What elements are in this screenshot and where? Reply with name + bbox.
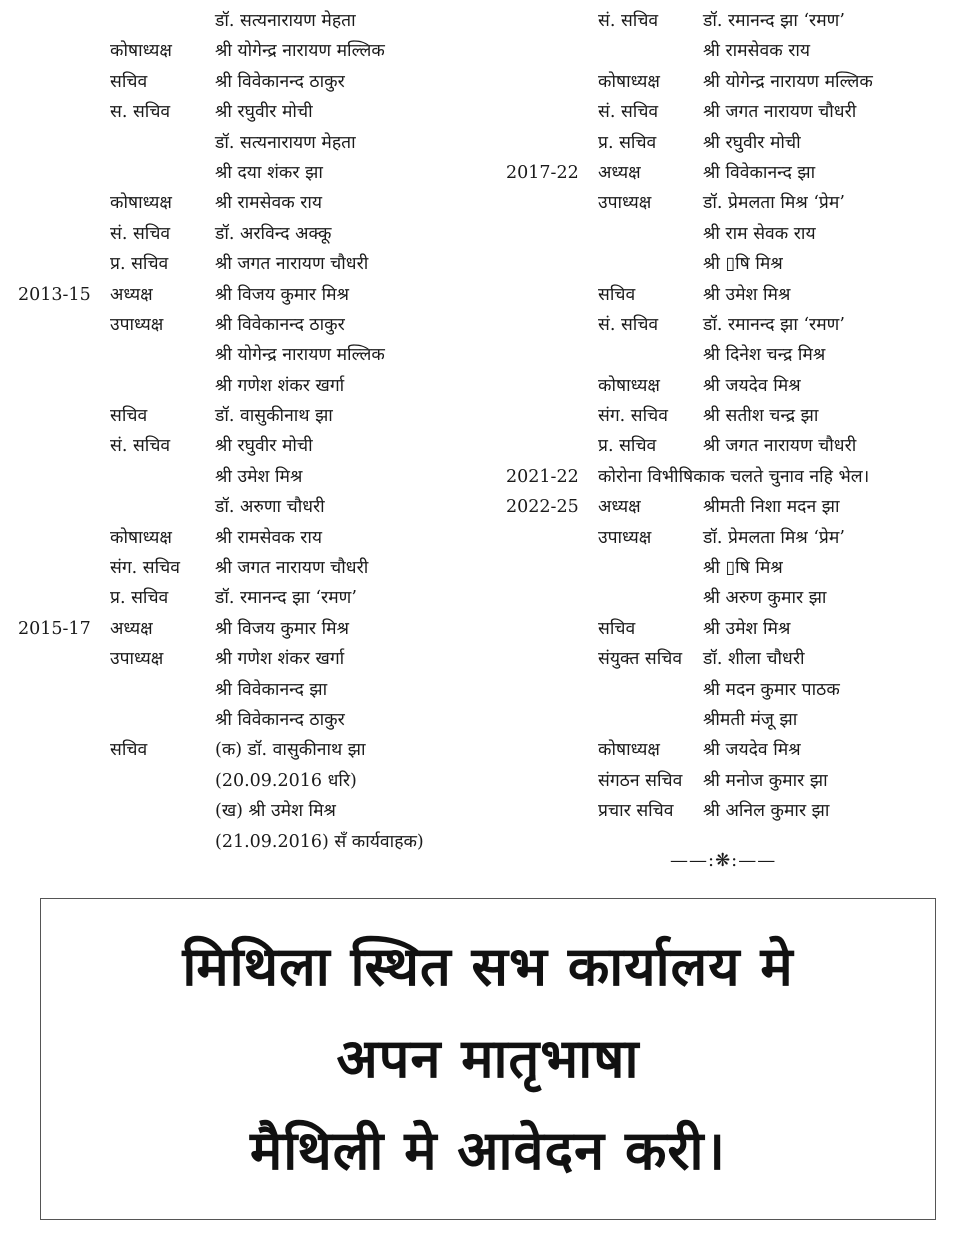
banner-line-3: मैथिली मे आवेदन करी। — [250, 1119, 726, 1182]
office-bearer-row — [14, 705, 484, 735]
role-label: प्र. सचिव — [110, 254, 169, 275]
member-name: श्री विवेकानन्द ठाकुर — [215, 314, 345, 335]
member-name: डॉ. सत्यनारायण मेहता — [215, 11, 356, 31]
member-name: श्री ▯षि मिश्र — [703, 558, 783, 579]
office-bearer-row — [14, 492, 484, 522]
role-label: प्र. सचिव — [598, 132, 657, 153]
office-bearer-row — [502, 644, 972, 674]
term-year: 2013-15 — [18, 284, 91, 305]
member-name: श्री विजय कुमार मिश्र — [215, 618, 349, 639]
office-bearer-row — [502, 340, 972, 370]
role-label: प्र. सचिव — [598, 436, 657, 457]
member-name: श्री जगत नारायण चौधरी — [703, 102, 857, 123]
role-label: सं. सचिव — [598, 314, 659, 335]
office-bearer-row — [502, 735, 972, 765]
role-label: अध्यक्ष — [598, 497, 641, 518]
role-label: सचिव — [598, 284, 636, 305]
office-bearer-row — [502, 67, 972, 97]
member-name: श्री राम सेवक राय — [703, 223, 816, 244]
office-bearer-row — [502, 583, 972, 613]
role-label: अध्यक्ष — [110, 618, 153, 639]
term-year: 2021-22 — [506, 466, 579, 487]
member-name: श्री रामसेवक राय — [215, 193, 323, 214]
member-name: डॉ. सत्यनारायण मेहता — [215, 132, 356, 153]
role-label: सं. सचिव — [598, 102, 659, 123]
member-name: (क) डॉ. वासुकीनाथ झा — [215, 740, 366, 761]
member-name: श्री विजय कुमार मिश्र — [215, 284, 349, 305]
member-name: श्री योगेन्द्र नारायण मल्लिक — [703, 71, 873, 92]
member-name: श्री जगत नारायण चौधरी — [215, 558, 369, 579]
office-bearer-row — [14, 766, 484, 796]
member-name: श्री विवेकानन्द ठाकुर — [215, 709, 345, 730]
role-label: संयुक्त सचिव — [598, 649, 683, 670]
member-name: श्री गणेश शंकर खर्गा — [215, 375, 345, 396]
office-bearer-row — [14, 310, 484, 340]
member-name: श्री विवेकानन्द झा — [703, 162, 816, 183]
member-name: श्री विवेकानन्द ठाकुर — [215, 71, 345, 92]
role-label: उपाध्यक्ष — [598, 193, 652, 214]
member-name: श्री मनोज कुमार झा — [703, 770, 828, 791]
office-bearer-row — [14, 67, 484, 97]
member-name: श्री उमेश मिश्र — [215, 466, 303, 487]
office-bearer-row — [14, 36, 484, 66]
office-bearer-row — [14, 219, 484, 249]
office-bearer-row — [14, 644, 484, 674]
member-name: (ख) श्री उमेश मिश्र — [215, 801, 336, 822]
office-bearer-row — [14, 188, 484, 218]
office-bearer-row — [502, 675, 972, 705]
member-name: श्री रामसेवक राय — [215, 527, 323, 548]
office-bearer-row — [502, 6, 972, 36]
member-name: श्री योगेन्द्र नारायण मल्लिक — [215, 345, 385, 366]
role-label: अध्यक्ष — [110, 284, 153, 305]
role-label: उपाध्यक्ष — [110, 649, 164, 670]
role-label: सं. सचिव — [110, 436, 171, 457]
appeal-banner — [40, 898, 936, 1220]
office-bearer-row — [14, 128, 484, 158]
office-bearer-row — [502, 280, 972, 310]
role-label: प्र. सचिव — [110, 588, 169, 609]
office-bearer-row — [502, 766, 972, 796]
office-bearer-row — [14, 523, 484, 553]
member-name: डॉ. प्रेमलता मिश्र ‘प्रेम’ — [703, 193, 845, 214]
role-label: स. सचिव — [110, 102, 171, 123]
role-label: संग. सचिव — [110, 558, 181, 579]
office-bearer-row — [14, 158, 484, 188]
role-label: सचिव — [110, 406, 148, 427]
office-bearer-row — [502, 462, 972, 492]
member-name: श्री सतीश चन्द्र झा — [703, 406, 819, 427]
member-name: श्री अरुण कुमार झा — [703, 588, 827, 609]
office-bearer-row — [502, 614, 972, 644]
role-label: उपाध्यक्ष — [598, 527, 652, 548]
member-name: श्री जगत नारायण चौधरी — [215, 254, 369, 275]
member-name: श्री उमेश मिश्र — [703, 284, 791, 305]
office-bearer-row — [502, 249, 972, 279]
left-column — [14, 6, 484, 857]
office-bearer-row — [14, 280, 484, 310]
office-bearer-row — [14, 97, 484, 127]
member-name: श्री उमेश मिश्र — [703, 618, 791, 639]
member-name: श्री रघुवीर मोची — [215, 102, 313, 123]
member-name: श्रीमती निशा मदन झा — [703, 497, 840, 518]
office-bearer-row — [14, 735, 484, 765]
member-name: डॉ. रमानन्द झा ‘रमण’ — [703, 314, 845, 335]
term-note: कोरोना विभीषिकाक चलते चुनाव नहि भेल। — [598, 466, 870, 487]
role-label: कोषाध्यक्ष — [110, 41, 172, 62]
term-year: 2015-17 — [18, 618, 91, 639]
member-name: डॉ. रमानन्द झा ‘रमण’ — [703, 11, 845, 31]
office-bearer-row — [502, 36, 972, 66]
section-divider: ——:❋:—— — [670, 850, 777, 871]
member-name: श्री रघुवीर मोची — [703, 132, 801, 153]
member-name: श्री गणेश शंकर खर्गा — [215, 649, 345, 670]
office-bearer-row — [14, 371, 484, 401]
member-name: श्री जयदेव मिश्र — [703, 740, 801, 761]
role-label: संगठन सचिव — [598, 770, 683, 791]
office-bearer-row — [502, 97, 972, 127]
office-bearer-row — [14, 827, 484, 857]
office-bearer-row — [502, 371, 972, 401]
banner-line-1: मिथिला स्थित सभ कार्यालय मे — [182, 935, 794, 998]
member-name: श्री रामसेवक राय — [703, 41, 811, 62]
member-name: डॉ. प्रेमलता मिश्र ‘प्रेम’ — [703, 527, 845, 548]
member-name: श्री अनिल कुमार झा — [703, 801, 830, 822]
member-name: (21.09.2016) सँ कार्यवाहक) — [215, 831, 424, 852]
term-year: 2022-25 — [506, 497, 579, 518]
office-bearer-row — [14, 431, 484, 461]
role-label: कोषाध्यक्ष — [110, 193, 172, 214]
office-bearer-row — [14, 249, 484, 279]
office-bearer-row — [14, 583, 484, 613]
member-name: डॉ. रमानन्द झा ‘रमण’ — [215, 588, 357, 609]
office-bearer-row — [14, 675, 484, 705]
office-bearer-row — [502, 401, 972, 431]
member-name: डॉ. वासुकीनाथ झा — [215, 406, 333, 427]
role-label: सं. सचिव — [598, 11, 659, 31]
role-label: सचिव — [110, 740, 148, 761]
member-name: श्री जगत नारायण चौधरी — [703, 436, 857, 457]
role-label: कोषाध्यक्ष — [598, 740, 660, 761]
office-bearer-row — [14, 796, 484, 826]
office-bearer-row — [502, 492, 972, 522]
office-bearer-row — [502, 705, 972, 735]
role-label: प्रचार सचिव — [598, 801, 674, 822]
office-bearer-row — [502, 219, 972, 249]
role-label: संग. सचिव — [598, 406, 669, 427]
office-bearer-row — [14, 401, 484, 431]
member-name: डॉ. अरविन्द अक्कू — [215, 223, 332, 244]
member-name: श्री दिनेश चन्द्र मिश्र — [703, 345, 826, 366]
role-label: कोषाध्यक्ष — [598, 71, 660, 92]
member-name: श्री जयदेव मिश्र — [703, 375, 801, 396]
member-name: डॉ. शीला चौधरी — [703, 649, 805, 670]
office-bearer-row — [14, 340, 484, 370]
office-bearer-row — [502, 128, 972, 158]
office-bearer-row — [502, 523, 972, 553]
term-year: 2017-22 — [506, 162, 579, 183]
role-label: कोषाध्यक्ष — [110, 527, 172, 548]
office-bearer-row — [502, 431, 972, 461]
right-column — [502, 6, 972, 827]
role-label: अध्यक्ष — [598, 162, 641, 183]
member-name: श्री मदन कुमार पाठक — [703, 679, 840, 700]
member-name: श्री दया शंकर झा — [215, 162, 323, 183]
member-name: डॉ. अरुणा चौधरी — [215, 497, 325, 518]
office-bearer-row — [502, 553, 972, 583]
role-label: उपाध्यक्ष — [110, 314, 164, 335]
banner-line-2: अपन मातृभाषा — [336, 1027, 640, 1090]
office-bearer-row — [14, 462, 484, 492]
role-label: सचिव — [110, 71, 148, 92]
office-bearer-row — [14, 614, 484, 644]
member-name: श्री विवेकानन्द झा — [215, 679, 328, 700]
role-label: सं. सचिव — [110, 223, 171, 244]
member-name: श्री रघुवीर मोची — [215, 436, 313, 457]
role-label: सचिव — [598, 618, 636, 639]
member-name: श्री ▯षि मिश्र — [703, 254, 783, 275]
role-label: कोषाध्यक्ष — [598, 375, 660, 396]
office-bearer-row — [502, 796, 972, 826]
office-bearer-row — [502, 310, 972, 340]
office-bearer-row — [14, 553, 484, 583]
office-bearer-row — [502, 158, 972, 188]
member-name: (20.09.2016 धरि) — [215, 770, 357, 791]
member-name: श्रीमती मंजू झा — [703, 709, 798, 730]
member-name: श्री योगेन्द्र नारायण मल्लिक — [215, 41, 385, 62]
office-bearer-row — [14, 6, 484, 36]
office-bearer-row — [502, 188, 972, 218]
